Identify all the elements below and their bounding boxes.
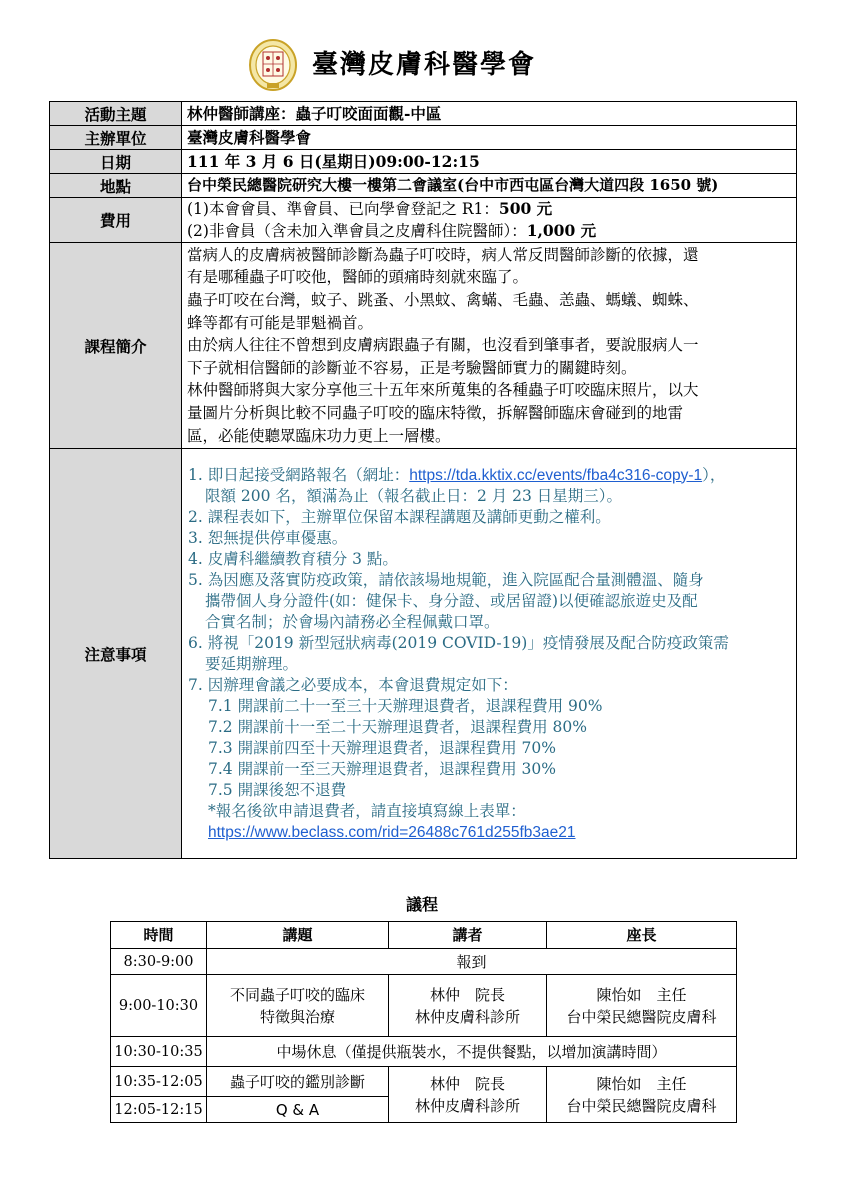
venue-value: 台中榮民總醫院研究大樓一樓第二會議室(台中市西屯區台灣大道四段 1650 號) [182, 174, 797, 198]
fee-row [50, 198, 797, 243]
notes-label: 注意事項 [50, 449, 182, 859]
intro-line: 林仲醫師將與大家分享他三十五年來所蒐集的各種蟲子叮咬臨床照片，以大 [187, 381, 699, 400]
host-value: 臺灣皮膚科醫學會 [182, 126, 797, 150]
event-cell: 報到 [207, 949, 737, 975]
tda-seal-icon [248, 38, 298, 92]
speaker-cell [389, 1067, 547, 1123]
fee-line-nonmember [187, 220, 796, 242]
note-1-cont: 限額 200 名，額滿為止（報名截止日：2 月 23 日星期三）。 [205, 486, 623, 505]
fee-member-amount: 500 元 [498, 199, 553, 218]
fee-member-text: (1)本會會員、準會員、已向學會登記之 R1： [187, 200, 499, 218]
time-cell: 10:30-10:35 [111, 1037, 207, 1067]
note-7: 7. 因辦理會議之必要成本，本會退費規定如下： [188, 675, 518, 694]
refund-rule: 7.4 開課前一至三天辦理退費者，退課程費用 30% [208, 759, 556, 778]
fee-nonmember-amount: 1,000 元 [526, 221, 597, 240]
header-topic: 講題 [207, 922, 389, 949]
topic-line: 不同蟲子叮咬的臨床 [229, 985, 365, 1004]
agenda-title: 議程 [405, 895, 438, 914]
note-1 [188, 465, 796, 486]
speaker-line: 林仲 院長 [429, 985, 505, 1004]
agenda-header-row [111, 922, 737, 949]
note-6: 6. 將視「2019 新型冠狀病毒(2019 COVID-19)」疫情發展及配合防疫政策需 [188, 633, 729, 652]
topic-cell: Q & A [207, 1097, 389, 1123]
event-cell: 中場休息（僅提供瓶裝水，不提供餐點，以增加演講時間） [207, 1037, 737, 1067]
header-speaker: 講者 [389, 922, 547, 949]
agenda-row-break [111, 1037, 737, 1067]
time-cell: 9:00-10:30 [111, 975, 207, 1037]
time-cell: 8:30-9:00 [111, 949, 207, 975]
header-chair: 座長 [547, 922, 737, 949]
note-3: 3. 恕無提供停車優惠。 [188, 528, 348, 547]
event-info-table [49, 101, 797, 859]
topic-value: 林仲醫師講座：蟲子叮咬面面觀-中區 [182, 102, 797, 126]
time-cell: 10:35-12:05 [111, 1067, 207, 1097]
chair-line: 台中榮民總醫院皮膚科 [566, 1096, 717, 1115]
intro-value [182, 243, 797, 449]
note-5-cont: 攜帶個人身分證件(如：健保卡、身分證、或居留證)以便確認旅遊史及配 [205, 591, 698, 610]
refund-form-link[interactable]: https://www.beclass.com/rid=26488c761d255fb3ae21 [208, 823, 576, 841]
agenda-row-checkin [111, 949, 737, 975]
topic-cell: 蟲子叮咬的鑑別診斷 [207, 1067, 389, 1097]
refund-rule: 7.5 開課後恕不退費 [208, 780, 347, 799]
chair-cell [547, 1067, 737, 1123]
time-cell: 12:05-12:15 [111, 1097, 207, 1123]
refund-rule: 7.1 開課前二十一至三十天辦理退費者，退課程費用 90% [208, 696, 603, 715]
note-6-cont: 要延期辦理。 [205, 654, 299, 673]
note-5: 5. 為因應及落實防疫政策，請依該場地規範，進入院區配合量測體溫、隨身 [188, 570, 704, 589]
agenda-table [110, 921, 737, 1123]
agenda-row-session-1 [111, 975, 737, 1037]
venue-label: 地點 [50, 174, 182, 198]
notes-value [182, 449, 797, 859]
intro-line: 量圖片分析與比較不同蟲子叮咬的臨床特徵，拆解醫師臨床會碰到的地雷 [187, 403, 684, 422]
document-header [0, 36, 844, 92]
note-1-text: 1. 即日起接受網路報名（網址： [188, 465, 410, 484]
registration-link[interactable]: https://tda.kktix.cc/events/fba4c316-copy-1 [409, 466, 703, 484]
header-time: 時間 [111, 922, 207, 949]
intro-line: 當病人的皮膚病被醫師診斷為蟲子叮咬時，病人常反問醫師診斷的依據，還 [187, 245, 699, 264]
fee-nonmember-text: (2)非會員（含未加入準會員之皮膚科住院醫師）： [187, 222, 527, 240]
topic-line: 特徵與治療 [259, 1007, 335, 1026]
chair-line: 台中榮民總醫院皮膚科 [566, 1007, 717, 1026]
chair-line: 陳怡如 主任 [596, 985, 687, 1004]
refund-link-line [188, 822, 796, 843]
fee-value [182, 198, 797, 243]
intro-line: 蟲子叮咬在台灣，蚊子、跳蚤、小黑蚊、禽蟎、毛蟲、恙蟲、螞蟻、蜘蛛、 [187, 291, 699, 310]
speaker-line: 林仲皮膚科診所 [414, 1096, 520, 1115]
chair-line: 陳怡如 主任 [596, 1074, 687, 1093]
host-label: 主辦單位 [50, 126, 182, 150]
org-title: 臺灣皮膚科醫學會 [312, 50, 537, 80]
topic-cell [207, 975, 389, 1037]
notes-row [50, 449, 797, 859]
refund-rule: 7.2 開課前十一至二十天辦理退費者，退課程費用 80% [208, 717, 587, 736]
note-5-cont: 合實名制；於會場內請務必全程佩戴口罩。 [205, 612, 500, 631]
fee-label: 費用 [50, 198, 182, 243]
topic-label: 活動主題 [50, 102, 182, 126]
refund-rule: 7.3 開課前四至十天辦理退費者，退課程費用 70% [208, 738, 556, 757]
date-value: 111 年 3 月 6 日(星期日)09:00-12:15 [182, 150, 797, 174]
note-4: 4. 皮膚科繼續教育積分 3 點。 [188, 549, 398, 568]
intro-row [50, 243, 797, 449]
intro-label: 課程簡介 [50, 243, 182, 449]
date-row [50, 150, 797, 174]
chair-cell [547, 975, 737, 1037]
speaker-line: 林仲皮膚科診所 [414, 1007, 520, 1026]
topic-row [50, 102, 797, 126]
note-1-suffix: ）， [702, 465, 726, 484]
intro-line: 由於病人往往不曾想到皮膚病跟蟲子有關，也沒看到肇事者，要說服病人一 [187, 336, 699, 355]
speaker-line: 林仲 院長 [429, 1074, 505, 1093]
intro-line: 蜂等都有可能是罪魁禍首。 [187, 313, 374, 332]
intro-line: 區，必能使聽眾臨床功力更上一層樓。 [187, 426, 451, 445]
refund-form-note: *報名後欲申請退費者，請直接填寫線上表單： [208, 801, 526, 820]
fee-line-member [187, 198, 796, 220]
note-2: 2. 課程表如下，主辦單位保留本課程講題及講師更動之權利。 [188, 507, 611, 526]
agenda-row-session-2 [111, 1067, 737, 1097]
intro-line: 有是哪種蟲子叮咬他，醫師的頭痛時刻就來臨了。 [187, 268, 529, 287]
intro-line: 下子就相信醫師的診斷並不容易，正是考驗醫師實力的關鍵時刻。 [187, 358, 637, 377]
host-row [50, 126, 797, 150]
date-label: 日期 [50, 150, 182, 174]
speaker-cell [389, 975, 547, 1037]
venue-row [50, 174, 797, 198]
